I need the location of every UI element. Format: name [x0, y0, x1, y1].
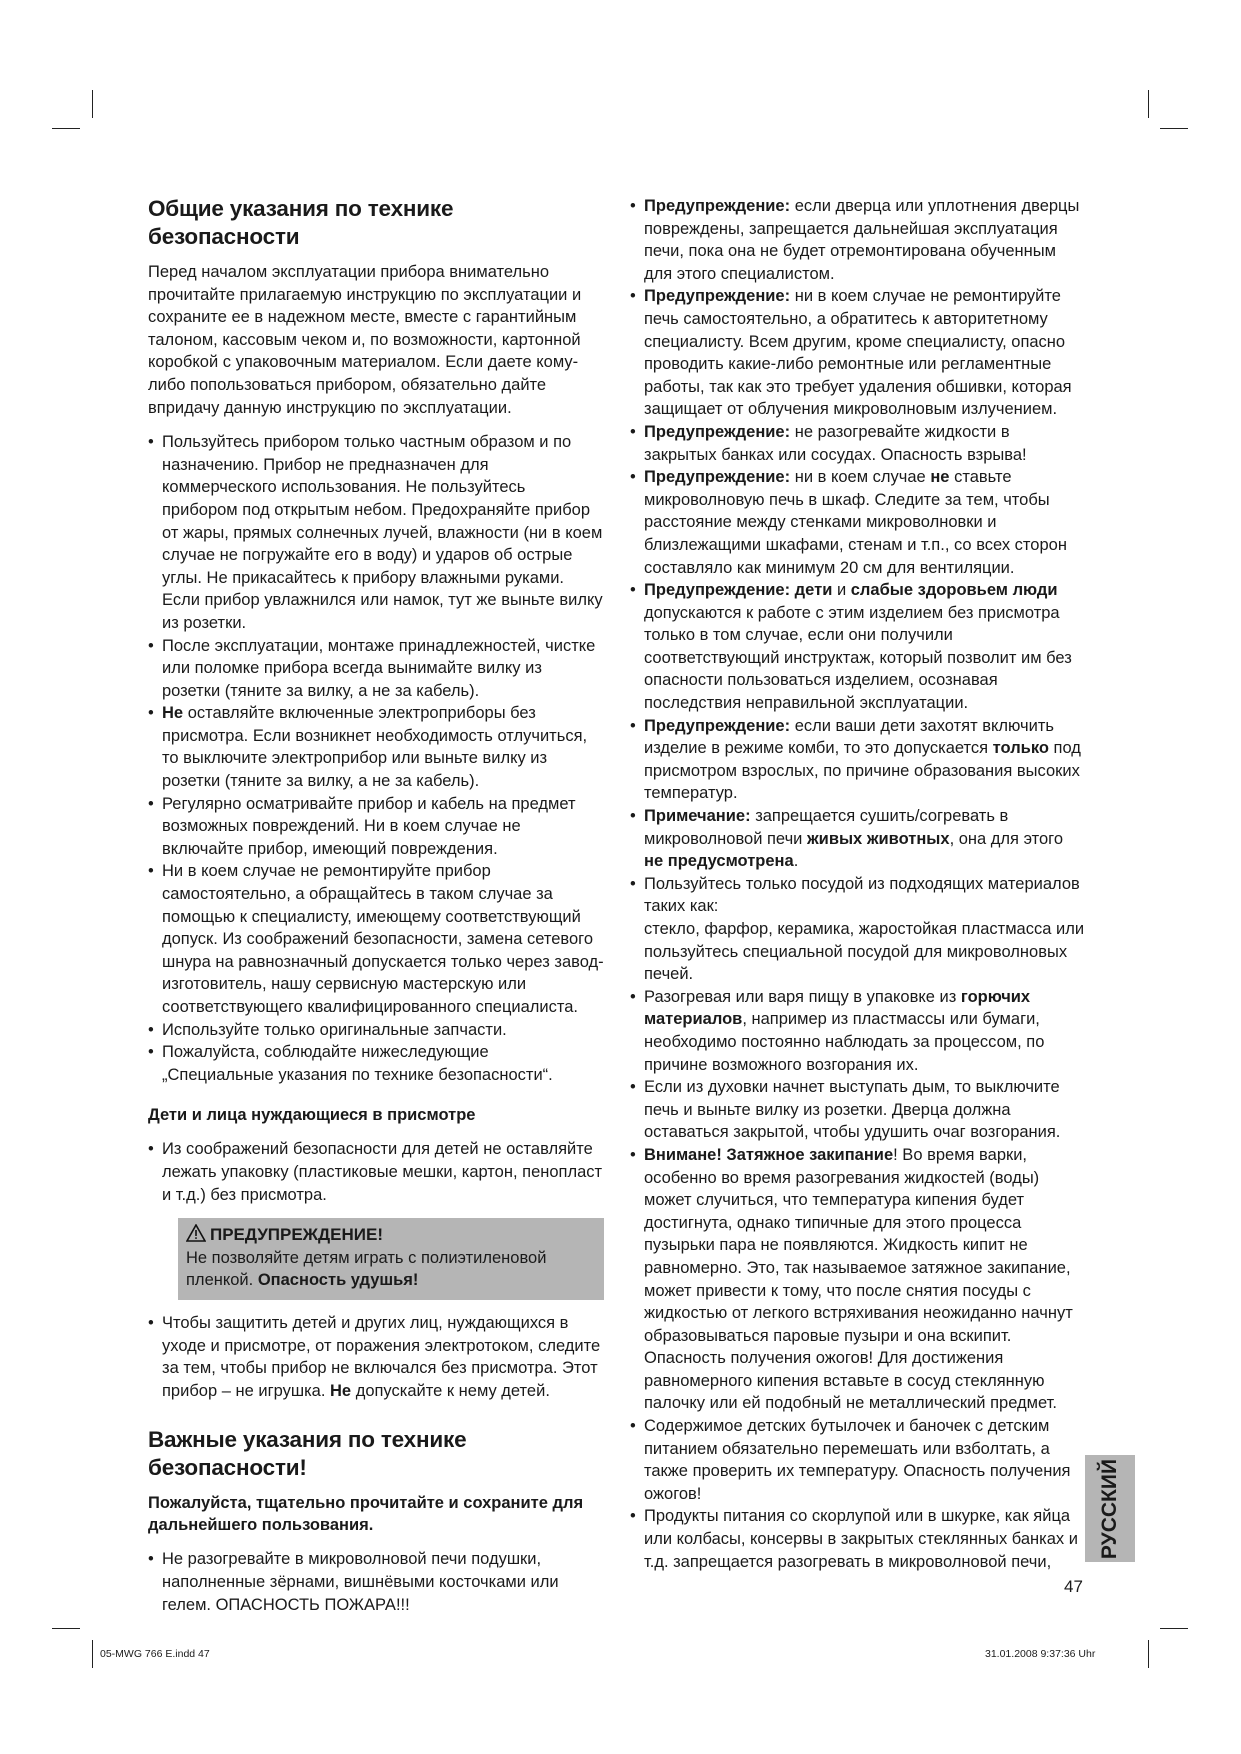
list-item: • Предупреждение: если ваши дети захотят включить изделие в режиме комби, то это допускается только под присмотром взрослых, по причине образования высоких температур.: [630, 716, 1081, 803]
list-item: • Внимане! Затяжное закипание! Во время варки, особенно во время разогревания жидкостей (воды) может случиться, что температура кипения будет достигнута, однако типичные для этого процесса пузырьки пара не появляются. Жидкость кипит не равномерно. Это, так называемое затяжное закипание, может привести к тому, что после снятия посуды с жидкостью от легкого встряхивания неожиданно начнут образовываться паровые пузыри и она вскипит. Опасность получения ожогов! Для достижения равномерного кипения вставьте в сосуд стеклянную палочку или ей подобный не металлический предмет.: [630, 1145, 1073, 1413]
list-item: • Пользуйтесь только посудой из подходящих материалов таких как: стекло, фарфор, керамика, жаростойкая пластмасса или пользуйтесь специальной посудой для микроволновых печей.: [630, 874, 1085, 984]
list-item: • Пожалуйста, соблюдайте нижеследующие „Специальные указания по технике безопасности“.: [148, 1043, 553, 1084]
warning-box: [178, 1218, 604, 1300]
list-item: • Не разогревайте в микроволновой печи подушки, наполненные зёрнами, вишнёвыми косточками или гелем. ОПАСНОСТЬ ПОЖАРА!!!: [148, 1550, 559, 1614]
subheading-children: Дети и лица нуждающиеся в присмотре: [148, 1106, 476, 1125]
warning-text: Не позволяйте детям играть с полиэтиленовой пленкой.: [186, 1248, 547, 1290]
list-item: • Регулярно осматривайте прибор и кабель на предмет возможных повреждений. Ни в коем случае не включайте прибор, имеющий повреждения.: [148, 794, 576, 858]
language-tab: РУССКИЙ: [1085, 1455, 1135, 1562]
list-item: • Разогревая или варя пищу в упаковке из горючих материалов, например из пластмассы или бумаги, необходимо постоянно наблюдать за процессом, по причине возможного возгорания их.: [630, 987, 1045, 1074]
list-item: • Предупреждение: если дверца или уплотнения дверцы повреждены, запрещается дальнейшая эксплуатация печи, пока она не будет отремонтирована обученным для этого специалистом.: [630, 197, 1080, 283]
list-item: • Не оставляйте включенные электроприборы без присмотра. Если возникнет необходимость отлучиться, то выключите электроприбор или выньте вилку из розетки (тяните за вилку, а не за кабель).: [148, 704, 588, 791]
section-title-important: Важные указания по технике безопасности!: [148, 1427, 467, 1481]
footer-timestamp: 31.01.2008 9:37:36 Uhr: [985, 1648, 1096, 1660]
crop-mark: [1160, 1628, 1188, 1629]
crop-mark: [1148, 90, 1149, 118]
crop-mark: [52, 1628, 80, 1629]
important-list: [148, 1548, 604, 1616]
crop-mark: [1160, 128, 1188, 129]
general-list: [148, 431, 604, 1086]
right-column: [630, 195, 1085, 1591]
crop-mark: [92, 1640, 93, 1668]
crop-mark: [1148, 1640, 1149, 1668]
list-item: • Ни в коем случае не ремонтируйте прибор самостоятельно, а обращайтесь в таком случае за помощью к специалисту, имеющему соответствующий допуск. Из соображений безопасности, замена сетевого шнура на равнозначный допускается только через завод-изготовитель, нашу сервисную мастерскую или соответствующего квалифицированного специалиста.: [148, 862, 604, 1016]
list-item: • Если из духовки начнет выступать дым, то выключите печь и выньте вилку из розетки. Дверца должна оставаться закрытой, чтобы удушить очаг возгорания.: [630, 1078, 1061, 1142]
list-item: • Предупреждение: дети и слабые здоровьем люди допускаются к работе с этим изделием без присмотра только в том случае, если они получили соответствующий инструктаж, который позволит им без опасности пользоваться изделием, осознавая последствия неправильной эксплуатации.: [630, 581, 1072, 713]
left-column: [148, 195, 604, 1634]
list-item: • Предупреждение: не разогревайте жидкости в закрытых банках или сосудах. Опасность взрыва!: [630, 422, 1027, 464]
protect-list: [148, 1312, 604, 1402]
list-item: • Предупреждение: ни в коем случае не ремонтируйте печь самостоятельно, а обратитесь к авторитетному специалисту. Всем другим, кроме специалисту, опасно проводить какие-либо ремонтные или регламентные работы, так как это требует удаления обшивки, которая защищает от облучения микроволновым излучением.: [630, 287, 1072, 419]
list-item: • Чтобы защитить детей и других лиц, нуждающихся в уходе и присмотре, от поражения электротоком, следите за тем, чтобы прибор не включался без присмотра. Этот прибор – не игрушка. Не допускайте к нему детей.: [148, 1313, 601, 1400]
section-title-general: Общие указания по технике безопасности: [148, 196, 454, 249]
warning-bold: Опасность удушья!: [257, 1271, 419, 1290]
footer-file-name: 05-MWG 766 E.indd 47: [100, 1648, 210, 1660]
page-number: 47: [1064, 1577, 1083, 1596]
list-item: • Из соображений безопасности для детей не оставляйте лежать упаковку (пластиковые мешки, картон, пенопласт и т.д.) без присмотра.: [148, 1140, 603, 1204]
list-item: • Содержимое детских бутылочек и баночек с детским питанием обязательно перемешать или взболтать, а также проверить их температуру. Опасность получения ожогов!: [630, 1417, 1071, 1503]
list-item: • Продукты питания со скорлупой или в шкурке, как яйца или колбасы, консервы в закрытых стеклянных банках и т.д. запрещается разогревать в микроволновой печи,: [630, 1507, 1078, 1571]
crop-mark: [92, 90, 93, 118]
subheading-read-carefully: Пожалуйста, тщательно прочитайте и сохраните для дальнейшего пользования.: [148, 1494, 584, 1535]
warning-title: ПРЕДУПРЕЖДЕНИЕ!: [210, 1225, 383, 1245]
list-item: • Пользуйтесь прибором только частным образом и по назначению. Прибор не предназначен для коммерческого использования. Не пользуйтесь прибором под открытым небом. Предохраняйте прибор от жары, прямых солнечных лучей, влажности (ни в коем случае не погружайте его в воду) и ударов об острые углы. Не прикасайтесь к прибору влажными руками. Если прибор увлажнился или намок, тут же выньте вилку из розетки.: [148, 433, 603, 632]
crop-mark: [52, 128, 80, 129]
children-list: [148, 1138, 604, 1206]
list-item: • Примечание: запрещается сушить/согревать в микроволновой печи живых животных, она для этого не предусмотрена.: [630, 807, 1064, 871]
warning-triangle-icon: [186, 1224, 206, 1242]
list-item: • Используйте только оригинальные запчасти.: [148, 1020, 507, 1039]
warnings-list: [630, 195, 1085, 1573]
list-item: • После эксплуатации, монтаже принадлежностей, чистке или поломке прибора всегда вынимайте вилку из розетки (тяните за вилку, а не за кабель).: [148, 636, 596, 700]
intro-paragraph: Перед началом эксплуатации прибора внимательно прочитайте прилагаемую инструкцию по эксплуатации и сохраните ее в надежном месте, вместе с гарантийным талоном, кассовым чеком и, по возможности, картонной коробкой с упаковочным материалом. Если даете кому-либо попользоваться прибором, обязательно дайте впридачу данную инструкцию по эксплуатации.: [148, 263, 582, 417]
list-item: • Предупреждение: ни в коем случае не ставьте микроволновую печь в шкаф. Следите за тем, чтобы расстояние между стенками микроволновки и близлежащими шкафами, стенам и т.п., со всех сторон составляло как минимум 20 см для вентиляции.: [630, 468, 1067, 577]
